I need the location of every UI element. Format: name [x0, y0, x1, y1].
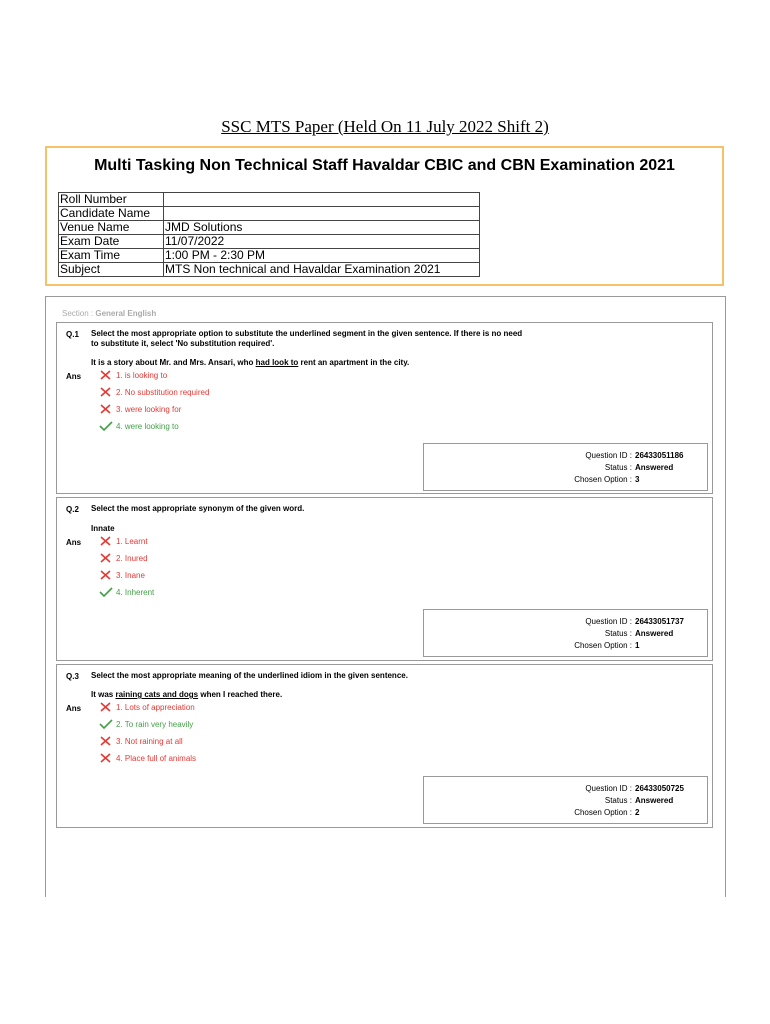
option-label: 1. Learnt	[116, 536, 148, 546]
option-label: 2. No substitution required	[116, 387, 210, 397]
chosen-option-row	[487, 475, 707, 484]
meta-key: Status :	[604, 629, 632, 638]
info-row	[59, 235, 480, 249]
info-key: Candidate Name	[59, 207, 164, 221]
sentence-post: rent an apartment in the city.	[298, 358, 410, 367]
question-number: Q.3	[66, 672, 79, 681]
info-value	[164, 207, 480, 221]
option-3	[99, 404, 181, 414]
meta-key: Status :	[604, 463, 632, 472]
option-label: 4. Place full of animals	[116, 753, 197, 763]
document-title: SSC MTS Paper (Held On 11 July 2022 Shift 2)	[221, 117, 549, 136]
info-row	[59, 207, 480, 221]
question-number: Q.2	[66, 505, 79, 514]
cross-icon	[99, 570, 113, 580]
question-meta-box	[423, 443, 708, 491]
question-id-row	[487, 617, 707, 626]
question-text: Select the most appropriate meaning of the underlined idiom in the given sentence.	[91, 671, 408, 680]
checkmark-icon	[99, 719, 113, 729]
question-meta-box	[423, 776, 708, 824]
option-label: 3. Not raining at all	[116, 736, 183, 746]
cross-icon	[99, 370, 113, 380]
chosen-option-row	[487, 641, 707, 650]
cross-icon	[99, 404, 113, 414]
option-2	[99, 553, 148, 563]
status-value: Answered	[635, 629, 674, 638]
sentence-pre: It was	[91, 690, 116, 699]
question-meta-box	[423, 609, 708, 657]
question-id: 26433051737	[635, 617, 684, 626]
option-label: 1. Lots of appreciation	[116, 702, 195, 712]
ans-label: Ans	[66, 538, 82, 547]
option-4	[99, 587, 154, 597]
option-3	[99, 570, 145, 580]
info-key: Roll Number	[59, 193, 164, 207]
question-id-row	[487, 784, 707, 793]
option-label: 3. were looking for	[116, 404, 182, 414]
ans-label: Ans	[66, 704, 82, 713]
meta-key: Chosen Option :	[574, 641, 632, 650]
info-key: Subject	[59, 263, 164, 277]
sentence-pre: Innate	[91, 524, 115, 533]
cross-icon	[99, 736, 113, 746]
option-label: 1. is looking to	[116, 370, 168, 380]
meta-key: Question ID :	[585, 451, 632, 460]
chosen-option: 2	[635, 808, 640, 817]
cross-icon	[99, 553, 113, 563]
info-row	[59, 221, 480, 235]
info-value: JMD Solutions	[164, 221, 480, 235]
status-row	[487, 796, 707, 805]
info-key: Exam Date	[59, 235, 164, 249]
option-label: 2. To rain very heavily	[116, 719, 194, 729]
status-row	[487, 463, 707, 472]
info-key: Venue Name	[59, 221, 164, 235]
question-sentence	[91, 524, 115, 533]
candidate-info-table	[58, 192, 480, 277]
checkmark-icon	[99, 421, 113, 431]
option-4	[99, 421, 179, 431]
chosen-option-row	[487, 808, 707, 817]
exam-title: Multi Tasking Non Technical Staff Havaldar CBIC and CBN Examination 2021	[94, 157, 675, 174]
status-value: Answered	[635, 463, 674, 472]
info-key: Exam Time	[59, 249, 164, 263]
status-value: Answered	[635, 796, 674, 805]
question-text: Select the most appropriate option to substitute the underlined segment in the given sentence. If there is no need to substitute it, select 'No substitution required'.	[91, 329, 523, 348]
cross-icon	[99, 536, 113, 546]
question-block-3	[56, 664, 713, 828]
meta-key: Chosen Option :	[574, 475, 632, 484]
info-row	[59, 193, 480, 207]
question-id-row	[487, 451, 707, 460]
question-sentence	[91, 358, 409, 367]
question-number: Q.1	[66, 330, 79, 339]
section-general-english	[45, 296, 726, 897]
checkmark-icon	[99, 587, 113, 597]
sentence-pre: It is a story about Mr. and Mrs. Ansari, who	[91, 358, 256, 367]
exam-header-box	[45, 146, 724, 286]
sentence-post: when I reached there.	[198, 690, 283, 699]
section-label	[62, 309, 156, 318]
option-label: 2. Inured	[116, 553, 148, 563]
question-id: 26433050725	[635, 784, 684, 793]
question-id: 26433051186	[635, 451, 684, 460]
option-3	[99, 736, 183, 746]
option-1	[99, 536, 148, 546]
meta-key: Question ID :	[585, 617, 632, 626]
info-value: 1:00 PM - 2:30 PM	[164, 249, 480, 263]
ans-label: Ans	[66, 372, 82, 381]
option-2	[99, 719, 193, 729]
cross-icon	[99, 387, 113, 397]
chosen-option: 1	[635, 641, 640, 650]
question-text: Select the most appropriate synonym of the given word.	[91, 504, 305, 513]
meta-key: Chosen Option :	[574, 808, 632, 817]
option-2	[99, 387, 209, 397]
status-row	[487, 629, 707, 638]
question-block-2	[56, 497, 713, 661]
info-value: 11/07/2022	[164, 235, 480, 249]
info-value: MTS Non technical and Havaldar Examination 2021	[164, 263, 480, 277]
sentence-underlined: raining cats and dogs	[115, 690, 199, 699]
cross-icon	[99, 702, 113, 712]
cross-icon	[99, 753, 113, 763]
option-1	[99, 702, 195, 712]
option-label: 4. Inherent	[116, 587, 155, 597]
sentence-underlined: had look to	[255, 358, 299, 367]
meta-key: Question ID :	[585, 784, 632, 793]
section-name: General English	[95, 309, 157, 318]
info-row	[59, 249, 480, 263]
chosen-option: 3	[635, 475, 640, 484]
info-value	[164, 193, 480, 207]
section-prefix: Section :	[62, 309, 96, 318]
info-row	[59, 263, 480, 277]
question-sentence	[91, 690, 282, 699]
option-label: 4. were looking to	[116, 421, 179, 431]
question-block-1	[56, 322, 713, 494]
option-label: 3. Inane	[116, 570, 145, 580]
option-4	[99, 753, 196, 763]
option-1	[99, 370, 167, 380]
meta-key: Status :	[604, 796, 632, 805]
